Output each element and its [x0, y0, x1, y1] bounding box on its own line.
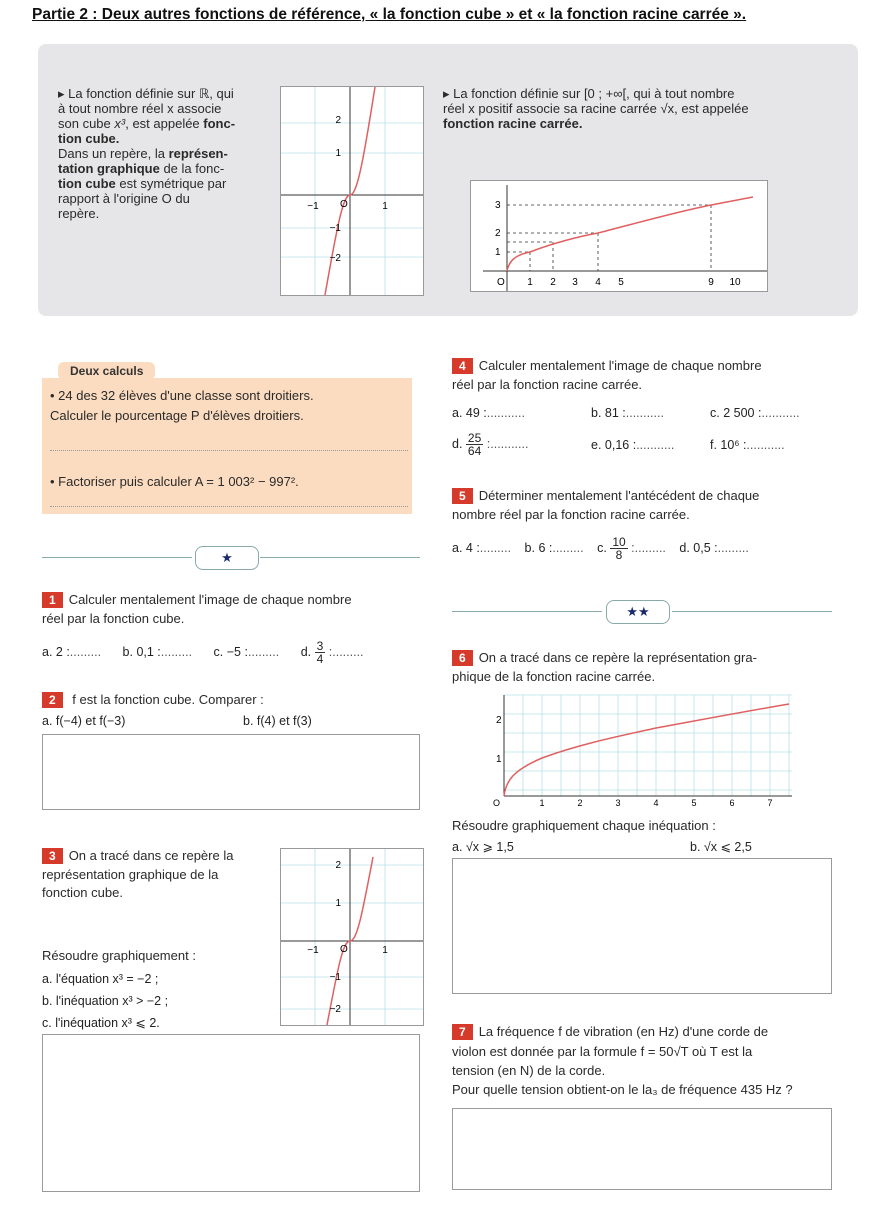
answer-line: [50, 450, 408, 451]
item-b: b. 0,1 :: [122, 644, 161, 659]
x-tick-label: 2: [577, 798, 583, 808]
level-2-badge: ★★: [606, 600, 670, 624]
page-title: Partie 2 : Deux autres fonctions de référence, « la fonction cube » et « la fonction racine carrée ».: [32, 6, 747, 23]
exercise-5: [452, 488, 842, 522]
cube-def-line: son cube x³, est appelée fonc-: [58, 116, 236, 131]
exercise-text: Résoudre graphiquement chaque inéquation :: [452, 818, 716, 833]
exercise-text: représentation graphique de la: [42, 867, 219, 882]
exercise-text: On a tracé dans ce repère la représentation gra-: [478, 650, 757, 665]
y-tick-label: 1: [495, 247, 501, 258]
x-tick-label: 5: [618, 277, 624, 288]
exercise-number: 1: [42, 592, 63, 608]
exercise-4-row1c: [710, 406, 800, 421]
item-b: b. f(4) et f(3): [243, 714, 312, 728]
item-c: c.: [597, 540, 607, 555]
item-a: a. l'équation x³ = −2 ;: [42, 972, 159, 986]
exercise-4-row2: d. $\frac{25}{64}$ :...........: [452, 431, 529, 458]
exercise-3: [42, 848, 282, 900]
exercise-4-row1: [452, 406, 525, 421]
answer-dots: ...........: [486, 406, 525, 420]
x-tick-label: 10: [729, 277, 741, 288]
exercise-number: 6: [452, 650, 473, 666]
exercise-number: 7: [452, 1024, 473, 1040]
grid: [504, 695, 792, 796]
origin-label: O: [340, 199, 348, 210]
x-tick-label: 1: [382, 201, 388, 212]
item-d: d. 0,5 :: [679, 540, 718, 555]
exercise-number: 5: [452, 488, 473, 504]
exercise-text: Pour quelle tension obtient-on le la₃ de fréquence 435 Hz ?: [452, 1082, 793, 1097]
answer-box-6[interactable]: [452, 858, 832, 994]
exercise-text: Calculer mentalement l'image de chaque nombre: [68, 592, 352, 607]
cube-definition: [58, 86, 278, 221]
x-tick-label: 3: [572, 277, 578, 288]
origin-label: O: [492, 798, 500, 808]
item-c: c. −5 :: [213, 644, 248, 659]
cube-def-line: ▸ La fonction définie sur ℝ, qui: [58, 86, 234, 101]
item-f: f. 10⁶ :: [710, 438, 747, 452]
x-tick-label: 5: [691, 798, 697, 808]
sqrt-curve: [504, 704, 789, 796]
exercise-number: 4: [452, 358, 473, 374]
fraction: $\frac{10}{8}$: [612, 535, 626, 562]
exercise-text: phique de la fonction racine carrée.: [452, 669, 656, 684]
item-a: a. f(−4) et f(−3): [42, 714, 126, 728]
x-tick-label: 2: [550, 277, 556, 288]
sqrt-def-line: réel x positif associe sa racine carrée √x, est appelée: [443, 101, 749, 116]
exercise-text: On a tracé dans ce repère la: [68, 848, 234, 863]
sqrt-def-line: fonction racine carrée.: [443, 116, 583, 131]
exercise-text: La fréquence f de vibration (en Hz) d'une corde de: [478, 1024, 769, 1039]
exercise-text: f est la fonction cube. Comparer :: [68, 692, 264, 707]
item-b: b. 81 :: [591, 406, 626, 420]
answer-dots: ...........: [746, 438, 785, 452]
exercise-text: réel par la fonction cube.: [42, 611, 185, 626]
origin-label: O: [340, 944, 348, 955]
item-c: c. l'inéquation x³ ⩽ 2.: [42, 1016, 160, 1030]
cube-def-line: à tout nombre réel x associe: [58, 101, 222, 116]
answer-box-2[interactable]: [42, 734, 420, 810]
item-a: a. √x ⩾ 1,5: [452, 840, 514, 854]
level-divider: [452, 611, 602, 612]
y-tick-label: 2: [335, 860, 341, 871]
answer-dots: ...........: [761, 406, 800, 420]
calc-header: Deux calculs: [58, 362, 155, 380]
exercise-text: Résoudre graphiquement :: [42, 948, 196, 963]
exercise-4-row2b: [591, 438, 674, 453]
exercise-number: 3: [42, 848, 63, 864]
calc-bullet-3: • Factoriser puis calculer A = 1 003² − 997².: [50, 474, 299, 489]
item-d: d.: [452, 436, 463, 451]
item-e: e. 0,16 :: [591, 438, 637, 452]
y-tick-label: 2: [335, 115, 341, 126]
y-tick-label: 1: [335, 148, 341, 159]
answer-dots: .........: [160, 644, 193, 659]
level-divider: [42, 557, 192, 558]
y-tick-label: −1: [329, 972, 341, 983]
origin-label: O: [497, 277, 505, 288]
x-tick-label: 1: [382, 945, 388, 956]
exercise-4-row2c: [710, 438, 785, 453]
item-b: b. √x ⩽ 2,5: [690, 840, 752, 854]
exercise-text: réel par la fonction racine carrée.: [452, 377, 643, 392]
cube-def-line: tion cube.: [58, 131, 120, 146]
cube-graph-ex3: [280, 848, 424, 1026]
exercise-text: Calculer mentalement l'image de chaque nombre: [478, 358, 762, 373]
answer-line: [50, 506, 408, 507]
cube-graph-top: [280, 86, 424, 296]
answer-dots: .........: [717, 540, 749, 555]
x-tick-label: 7: [767, 798, 773, 808]
answer-dots: .........: [634, 540, 666, 555]
exercise-2: [42, 692, 264, 708]
x-tick-label: −1: [307, 945, 319, 956]
exercise-1-items: a. 2 :......... b. 0,1 :......... c. −5 :......... d. $\frac{3}{4}$ :.........: [42, 639, 364, 666]
item-c: c. 2 500 :: [710, 406, 762, 420]
sqrt-graph-top: [470, 180, 768, 292]
answer-box-3[interactable]: [42, 1034, 420, 1192]
sqrt-def-line: ▸ La fonction définie sur [0 ; +∞[, qui à tout nombre: [443, 86, 735, 101]
guide-lines: [507, 205, 711, 271]
exercise-1: [42, 592, 422, 626]
fraction: $\frac{25}{64}$: [467, 431, 482, 458]
level-1-badge: ★: [195, 546, 259, 570]
y-tick-label: 1: [335, 898, 341, 909]
sqrt-curve: [507, 197, 753, 271]
exercise-text: violon est donnée par la formule f = 50√T où T est la: [452, 1044, 753, 1059]
answer-dots: ...........: [636, 438, 675, 452]
answer-dots: .........: [479, 540, 512, 555]
item-b: b. l'inéquation x³ > −2 ;: [42, 994, 169, 1008]
answer-dots: .........: [332, 644, 364, 659]
level-divider: [260, 557, 420, 558]
x-tick-label: 1: [539, 798, 545, 808]
x-tick-label: −1: [307, 201, 319, 212]
exercise-6: [452, 650, 842, 684]
item-b: b. 6 :: [524, 540, 553, 555]
answer-dots: .........: [552, 540, 584, 555]
answer-dots: .........: [69, 644, 102, 659]
answer-dots: .........: [247, 644, 280, 659]
x-tick-label: 9: [708, 277, 714, 288]
answer-dots: ...........: [625, 406, 664, 420]
exercise-5-items: a. 4 :......... b. 6 :......... c. $\frac{10}{8}$ :......... d. 0,5 :.........: [452, 535, 749, 562]
exercise-text: Déterminer mentalement l'antécédent de chaque: [478, 488, 760, 503]
grid: [281, 87, 423, 295]
item-d: d.: [300, 644, 312, 659]
calc-bullet-2: Calculer le pourcentage P d'élèves droitiers.: [50, 408, 304, 423]
level-divider: [672, 611, 832, 612]
x-tick-label: 3: [615, 798, 621, 808]
y-tick-label: −2: [329, 253, 341, 264]
sqrt-graph-ex6: [480, 692, 796, 810]
cube-def-line: rapport à l'origine O du: [58, 191, 190, 206]
sqrt-definition: [443, 86, 843, 131]
item-a: a. 49 :: [452, 406, 487, 420]
cube-def-line: tion cube est symétrique par: [58, 176, 227, 191]
cube-def-line: repère.: [58, 206, 100, 221]
item-a: a. 2 :: [42, 644, 70, 659]
exercise-7: [452, 1024, 844, 1097]
calc-bullet-1: • 24 des 32 élèves d'une classe sont droitiers.: [50, 388, 314, 403]
x-tick-label: 4: [595, 277, 601, 288]
exercise-number: 2: [42, 692, 63, 708]
y-tick-label: 3: [495, 200, 501, 211]
fraction: $\frac{3}{4}$: [316, 639, 324, 666]
answer-box-7[interactable]: [452, 1108, 832, 1190]
x-tick-label: 1: [527, 277, 533, 288]
y-tick-label: −1: [329, 223, 341, 234]
answer-dots: ...........: [490, 436, 529, 451]
exercise-text: fonction cube.: [42, 885, 123, 900]
item-a: a. 4 :: [452, 540, 480, 555]
y-tick-label: −2: [329, 1004, 341, 1015]
grid: [281, 849, 423, 1025]
exercise-4: [452, 358, 832, 392]
y-tick-label: 2: [495, 228, 501, 239]
cube-def-line: Dans un repère, la représen-: [58, 146, 228, 161]
x-tick-label: 6: [729, 798, 735, 808]
cube-def-line: tation graphique de la fonc-: [58, 161, 225, 176]
exercise-text: tension (en N) de la corde.: [452, 1063, 606, 1078]
y-tick-label: 1: [496, 754, 502, 765]
y-tick-label: 2: [496, 715, 502, 726]
x-tick-label: 4: [653, 798, 659, 808]
exercise-4-row1b: [591, 406, 664, 421]
exercise-text: nombre réel par la fonction racine carrée.: [452, 507, 690, 522]
